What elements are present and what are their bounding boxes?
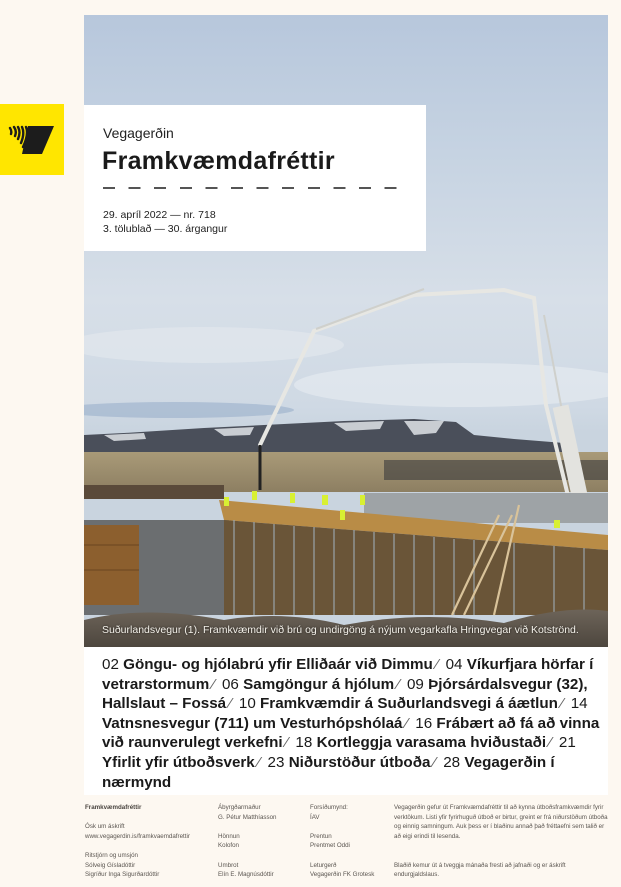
subscribe-label: Ósk um áskrift	[85, 823, 125, 831]
vegagerdin-logo	[0, 104, 64, 175]
photo-caption: Suðurlandsvegur (1). Framkvæmdir við brú og undirgöng á nýjum vegarkafla Hringvegar við Kotströnd.	[102, 624, 579, 636]
toc-item[interactable]: 04 Víkurfjara hörfar í vetrarstormum	[102, 656, 594, 693]
editor-name: Sólveig Gísladóttir	[85, 861, 136, 869]
responsible-label: Ábyrgðarmaður	[218, 804, 261, 811]
table-of-contents-panel	[84, 647, 608, 795]
toc-item[interactable]: 23 Niðurstöður útboða	[267, 753, 431, 771]
colophon-heading: Framkvæmdafréttir	[85, 804, 142, 811]
colophon-col-4	[394, 803, 612, 880]
colophon-col-3	[310, 803, 394, 880]
layout-label: Umbrot	[218, 861, 239, 869]
toc-item[interactable]: 18 Kortleggja varasama hviðustaði	[295, 734, 547, 752]
colophon-col-1	[85, 803, 213, 880]
publisher-name: Vegagerðin	[103, 125, 174, 141]
table-of-contents	[102, 655, 602, 792]
toc-separator: ⁄	[433, 753, 436, 771]
subscribe-link[interactable]: www.vegagerdin.is/framkvaemdafrettir	[85, 832, 190, 840]
toc-item[interactable]: 21 Yfirlit yfir útboðsverk	[102, 734, 576, 771]
toc-separator: ⁄	[397, 675, 400, 693]
toc-separator: ⁄	[405, 714, 409, 732]
editor-name: Sigríður Inga Sigurðardóttir	[85, 871, 160, 879]
toc-item[interactable]: 16 Frábært að fá að vinna við raunverulegt verkefni	[102, 714, 600, 752]
toc-separator: ⁄	[285, 734, 289, 752]
layout-name: Elín E. Magnúsdóttir	[218, 871, 274, 879]
colophon-col-2	[218, 803, 308, 880]
toc-item[interactable]: 06 Samgöngur á hjólum	[221, 675, 395, 693]
editors-label: Ritstjórn og umsjón	[85, 851, 138, 859]
publication-title: Framkvæmdafréttir	[102, 147, 335, 175]
frequency-text: Blaðið kemur út á tveggja mánaða fresti að jafnaði og er áskrift endurgjaldslaus.	[394, 861, 566, 879]
masthead-card	[84, 105, 426, 251]
toc-separator: ⁄	[435, 656, 439, 673]
typeface-label: Leturgerð	[310, 861, 337, 869]
toc-item[interactable]: 10 Framkvæmdir á Suðurlandsvegi á áætlun	[238, 695, 558, 713]
typeface-name: Vegagerðin FK Grotesk	[310, 871, 375, 879]
vegagerdin-stripe-logo-icon	[8, 124, 56, 156]
design-label: Hönnun	[218, 832, 240, 840]
toc-separator: ⁄	[560, 695, 564, 713]
toc-item[interactable]: 14 Vatnsnesvegur (711) um Vesturhópshólaá	[102, 695, 588, 732]
printer-name: Prentmet Oddi	[310, 842, 350, 850]
toc-item[interactable]: 09 Þjórsárdalsvegur (32), Hallslaut – Fossá	[102, 675, 588, 713]
cover-photo-label: Forsíðumynd:	[310, 804, 348, 811]
about-text: Vegagerðin gefur út Framkvæmdafréttir til að kynna útboðsframkvæmdir fyrir verktökum. Listi yfir fyrirhuguð útboð er birtur, greint er frá niðurstöðum útboða og einnig samningum. Auk þess er í blaðinu annað það fréttaefni sem talið er að eigi erindi til lesenda.	[394, 804, 608, 840]
toc-separator: ⁄	[549, 734, 552, 752]
dashed-divider	[103, 187, 408, 189]
toc-separator: ⁄	[257, 753, 261, 771]
toc-separator: ⁄	[229, 695, 232, 713]
issue-date: 29. apríl 2022 — nr. 718	[103, 209, 216, 221]
toc-separator: ⁄	[212, 675, 215, 693]
toc-item[interactable]: 02 Göngu- og hjólabrú yfir Elliðaár við Dimmu	[102, 656, 433, 673]
design-name: Kolofon	[218, 842, 239, 850]
toc-item[interactable]: 28 Vegagerðin í nærmynd	[102, 753, 555, 791]
issue-volume: 3. tölublað — 30. árgangur	[103, 223, 228, 235]
print-label: Prentun	[310, 832, 332, 840]
responsible-name: G. Pétur Matthíasson	[218, 813, 277, 821]
cover-photo-credit: ÍAV	[310, 813, 320, 821]
